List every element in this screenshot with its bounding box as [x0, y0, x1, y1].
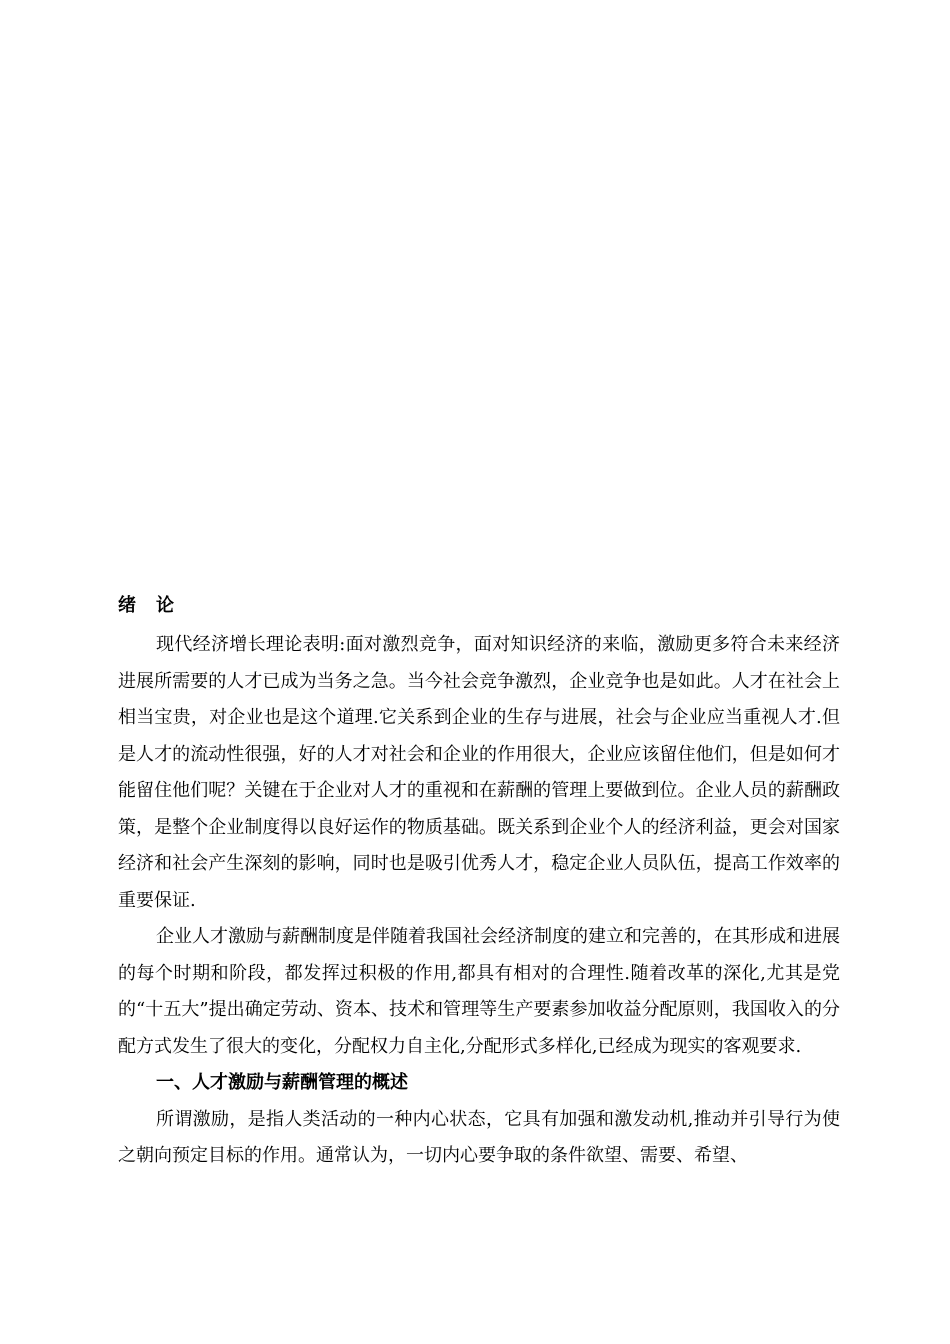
- document-title: 绪论: [118, 595, 194, 616]
- intro-paragraph-1: 现代经济增长理论表明:面对激烈竞争，面对知识经济的来临，激励更多符合未来经济进展所需要的人才已成为当务之急。当今社会竞争激烈，企业竞争也是如此。人才在社会上相当宝贵，对企业也是这个道理.它关系到企业的生存与进展，社会与企业应当重视人才.但是人才的流动性很强，好的人才对社会和企业的作用很大，企业应该留住他们，但是如何才能留住他们呢？关键在于企业对人才的重视和在薪酬的管理上要做到位。企业人员的薪酬政策，是整个企业制度得以良好运作的物质基础。既关系到企业个人的经济利益，更会对国家经济和社会产生深刻的影响，同时也是吸引优秀人才，稳定企业人员队伍，提高工作效率的重要保证.: [118, 634, 840, 911]
- section-1-paragraph: 所谓激励，是指人类活动的一种内心状态，它具有加强和激发动机,推动并引导行为使之朝向预定目标的作用。通常认为，一切内心要争取的条件欲望、需要、希望、: [118, 1108, 840, 1166]
- document-body: [118, 591, 840, 1175]
- intro-paragraph-2: 企业人才激励与薪酬制度是伴随着我国社会经济制度的建立和完善的，在其形成和进展的每个时期和阶段，都发挥过积极的作用,都具有相对的合理性.随着改革的深化,尤其是党的“十五大”提出确定劳动、资本、技术和管理等生产要素参加收益分配原则，我国收入的分配方式发生了很大的变化，分配权力自主化,分配形式多样化,已经成为现实的客观要求.: [118, 926, 840, 1057]
- section-heading-1: 一、人才激励与薪酬管理的概述: [156, 1072, 408, 1093]
